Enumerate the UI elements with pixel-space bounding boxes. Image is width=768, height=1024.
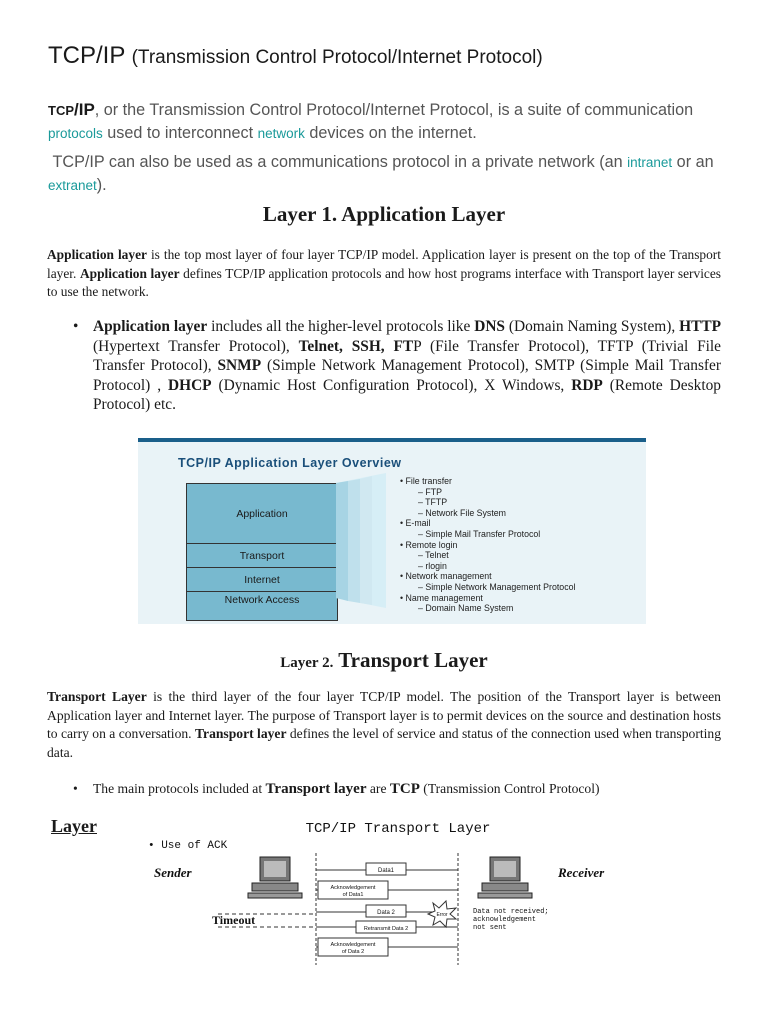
layer-stack [186,483,338,621]
body-text: (Remote Desktop Protocol) etc. [93,376,721,413]
outline-item: • Name management [400,592,483,603]
transport-protocols-list [93,779,733,799]
heading-title: Transport Layer [333,648,488,672]
intro-text: , or the Transmission Control Protocol/Internet Protocol, is a suite of communication [94,101,694,119]
outline-subitem: – Domain Name System [418,603,514,614]
message-ack2-line2: of Data 2 [341,949,365,955]
side-label-layer: Layer [51,816,97,836]
body-text: (Simple Network Management Protocol), SMTP (Simple Mail Transfer Protocol) , [93,357,722,394]
bold-term: Transport layer [194,726,287,742]
intro-text: used to interconnect [102,124,258,142]
intro-text: TCP/IP can also be used as a communications protocol in a private network (an [52,153,628,171]
figure-title: TCP/IP Transport Layer [305,821,491,837]
receiver-computer-icon [478,857,532,898]
transport-layer-ack-figure [148,815,648,965]
error-label: Error [436,912,448,918]
body-text: The main protocols included at [93,781,266,796]
body-text: is the third layer of the four layer TCP/IP model. The position of the Transport layer is between Application layer and Internet layer. The purpose of Transport layer is to permit devices on the source and destination hosts to carry on a conversation. [47,689,721,742]
outline-item: • Remote login [400,539,458,550]
list-item [93,317,721,415]
sender-label: Sender [154,865,192,880]
intro-text: devices on the internet. [304,124,477,142]
heading-application-layer [0,202,768,227]
layer-application: Application [187,484,337,544]
list-item [93,779,733,799]
outline-subitem: – TFTP [418,497,448,508]
outline-subitem: – Network File System [418,507,506,518]
bold-term: DHCP [167,376,212,394]
link-protocols[interactable]: protocols [48,126,103,141]
bold-term: HTTP [679,318,721,335]
application-protocol-outline [400,476,575,614]
layer-internet: Internet [187,568,337,592]
timeout-label: Timeout [212,913,256,927]
bold-term: Telnet, SSH, FT [298,337,414,355]
layer-transport: Transport [187,544,337,568]
bold-term: SNMP [217,357,262,374]
body-text: are [366,781,390,796]
link-extranet[interactable]: extranet [48,178,97,193]
outline-subitem: – Simple Network Management Protocol [418,581,576,592]
expansion-flare-graphic [336,473,386,608]
note-line-3: not sent [473,924,507,932]
heading-title: Application Layer [337,202,506,226]
heading-number: 1. [321,202,338,226]
body-text: includes all the higher-level protocols like [207,318,475,335]
body-text: is the top most layer of four layer TCP/IP model. Application layer is present on the top of the Transport layer. [47,247,721,281]
outline-item: • File transfer [400,476,452,486]
heading-prefix: Layer [262,202,322,226]
outline-item: • Network management [400,571,492,582]
body-text: defines the level of service and status of the connection used when transporting data. [47,726,721,760]
intro-text: ). [96,176,107,194]
message-ack1-line2: of Data1 [342,892,364,898]
body-text: (Dynamic Host Configuration Protocol), X Windows, [211,376,572,394]
intro-text: or an [672,153,714,171]
note-line-1: Data not received; [473,908,549,916]
outline-subitem: – rlogin [418,560,447,571]
link-network[interactable]: network [257,126,305,141]
bold-term: Application layer [79,265,180,281]
title-sub: (Transmission Control Protocol/Internet Protocol) [131,47,543,68]
heading-transport-layer [0,648,768,673]
title-main: TCP/IP [48,42,125,69]
outline-item: • E-mail [400,518,431,529]
outline-subitem: – FTP [418,486,442,497]
body-text: (Transmission Control Protocol) [419,781,600,796]
intro-paragraph-2 [48,151,738,197]
application-layer-paragraph [47,246,721,302]
intro-abbr-ip: /IP [74,100,95,119]
intro-paragraph-1 [48,99,738,145]
body-text: P (File Transfer Protocol), TFTP (Trivial File Transfer Protocol), [93,337,722,374]
bold-term: Transport Layer [47,689,147,704]
message-data2: Data 2 [377,910,395,916]
outline-subitem: – Simple Mail Transfer Protocol [418,528,541,539]
outline-subitem: – Telnet [418,550,449,561]
body-text: (Domain Naming System), [505,318,680,335]
layer-network-access: Network Access [187,592,337,620]
bold-term: Transport layer [265,781,367,797]
figure-title: TCP/IP Application Layer Overview [178,456,402,470]
bold-term: RDP [571,376,603,394]
sender-computer-icon [248,857,302,898]
message-ack2-line1: Acknowledgement [330,942,376,948]
note-line-2: acknowledgement [473,916,537,924]
figure-top-bar [138,438,646,442]
intro-abbr-tcp: TCP [48,103,74,118]
message-data1: Data1 [377,868,395,874]
bold-term: Application layer [47,247,147,262]
receiver-label: Receiver [558,865,605,880]
transport-layer-paragraph [47,688,721,762]
application-protocols-list [93,317,721,415]
body-text: defines TCP/IP application protocols and how host programs interface with Transport layer services to use the network. [47,265,722,300]
page-title [48,42,543,70]
bold-term: Application layer [93,318,208,335]
application-layer-overview-figure [138,438,646,624]
figure-subtitle: • Use of ACK [148,840,228,852]
bold-term: DNS [474,318,505,335]
heading-number: 2. [322,655,334,671]
link-intranet[interactable]: intranet [627,155,673,170]
message-retransmit: Retransmit Data 2 [363,926,409,932]
body-text: (Hypertext Transfer Protocol), [93,337,299,355]
message-ack1-line1: Acknowledgement [330,885,376,891]
heading-prefix: Layer [280,655,323,671]
bold-term: TCP [389,781,420,797]
